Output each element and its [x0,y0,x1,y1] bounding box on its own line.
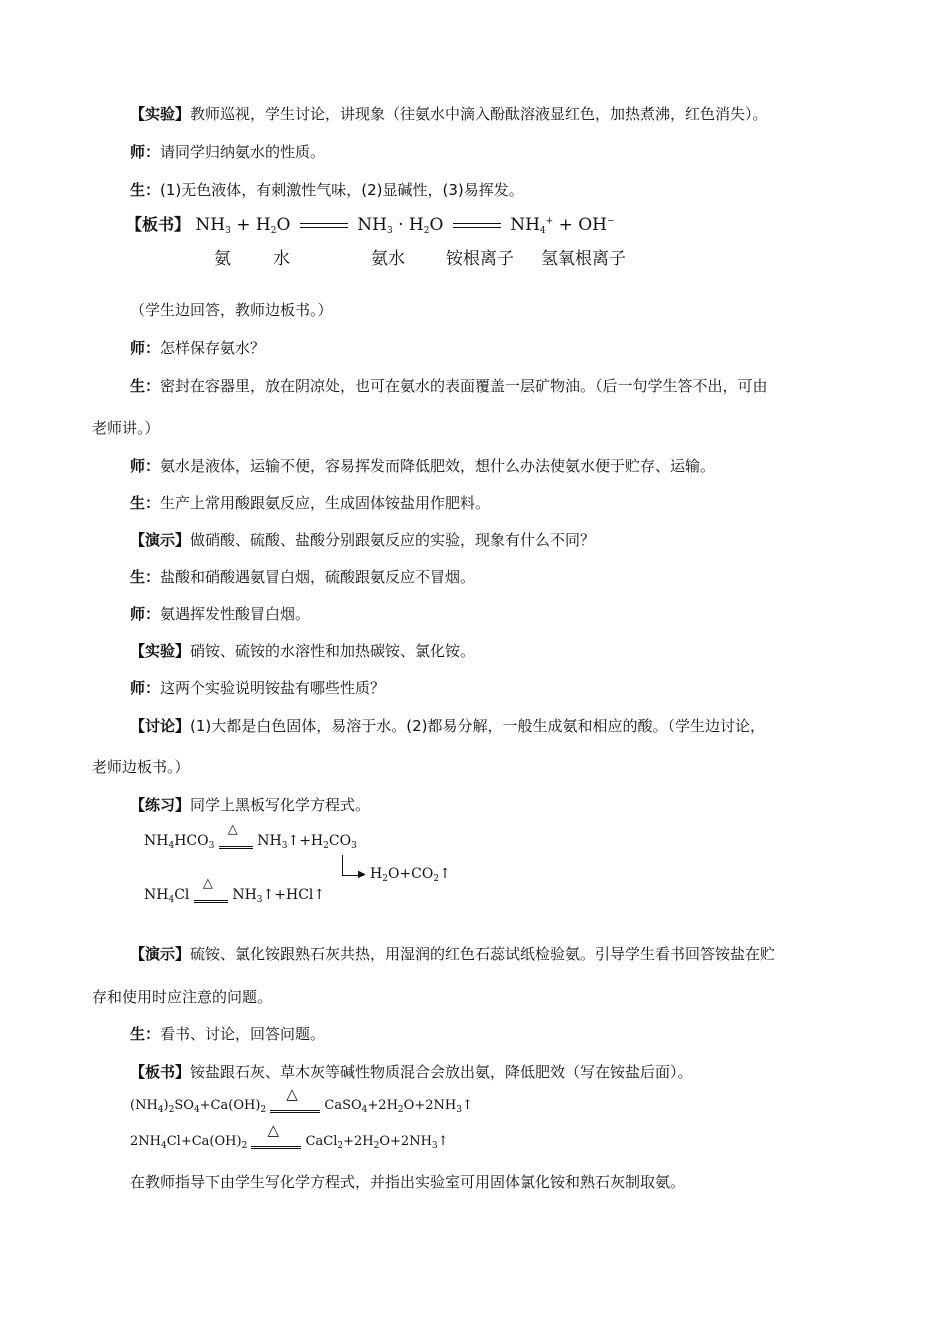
section-tag: 【讨论】 [130,717,191,735]
speaker-tag: 生： [130,377,161,395]
speaker-tag: 生： [130,181,161,199]
section-tag: 【演示】 [130,945,191,963]
heat-equal-sign [194,875,228,903]
heat-equal-sign [251,1121,301,1149]
superscript: + [545,216,554,227]
paragraph-text: （学生边回答，教师边板书。） [130,301,333,319]
discussion-line-cont [92,757,190,777]
label-ammonia: 氨 [214,249,231,269]
section-tag: 【演示】 [130,531,191,549]
formula-text: NH [257,833,282,849]
formula-h2o: H [408,215,424,235]
formula-1 [130,1085,473,1115]
student-line-3 [130,493,490,513]
demo-line-1 [130,530,595,550]
subscript: 3 [281,841,288,851]
paragraph-text: 教师巡视，学生讨论，讲现象（往氨水中滴入酚酞溶液显红色，加热煮沸，红色消失）。 [190,105,768,123]
formula-text: O+2NH [379,1134,432,1149]
paragraph-text: 存和使用时应注意的问题。 [92,988,273,1006]
board-equation [126,212,615,236]
up-arrow-icon: ↑ [262,887,275,903]
speaker-tag: 师： [130,339,161,357]
subscript: 2 [260,1105,267,1115]
teacher-line-4 [130,604,310,624]
teacher-line-3 [130,456,715,476]
formula-text: (NH [130,1098,158,1113]
student-line-2 [130,376,768,396]
arrow-right-icon: ▶ [358,869,366,880]
formula-o: O [276,215,291,235]
paragraph-text: 密封在容器里，放在阴凉处，也可在氨水的表面覆盖一层矿物油。（后一句学生答不出，可由 [160,377,768,395]
board-line-2 [130,1062,693,1082]
experiment-line-2 [130,641,475,661]
practice-line [130,795,370,815]
formula-text: NH [144,833,169,849]
section-tag: 【实验】 [130,105,191,123]
delta-icon: △ [202,875,213,891]
subscript: 4 [168,841,175,851]
subscript: 3 [386,226,393,236]
speaker-tag: 师： [130,457,161,475]
practice-equation-2 [144,875,326,905]
subscript: 4 [539,226,546,236]
formula-text: SO [174,1098,194,1113]
paragraph-text: 这两个实验说明铵盐有哪些性质？ [160,679,386,697]
up-arrow-icon: ↑ [439,866,451,882]
label-hydroxide-ion: 氢氧根离子 [541,249,626,269]
formula-text: O+2NH [403,1098,457,1113]
up-arrow-icon: ↑ [287,833,300,849]
paragraph-text: 盐酸和硝酸遇氨冒白烟，硫酸跟氨反应不冒烟。 [160,568,476,586]
paragraph-text: 看书、讨论，回答问题。 [160,1025,326,1043]
formula-text: ) [163,1098,169,1113]
formula-nh4: NH [510,215,540,235]
formula-text: H [370,866,383,882]
formula-nh3: NH [195,215,226,235]
paragraph-text: 硝铵、硫铵的水溶性和加热碳铵、氯化铵。 [190,642,476,660]
section-tag: 【板书】 [130,1063,191,1081]
formula-text: CaSO [324,1098,362,1113]
branch-line-vertical [342,855,343,875]
subscript: 2 [337,1141,344,1151]
formula-text: CaCl [305,1134,338,1149]
subscript: 3 [456,1105,462,1115]
paragraph-text: 请同学归纳氨水的性质。 [160,143,326,161]
subscript: 3 [208,841,215,851]
formula-text: NH [232,887,257,903]
paragraph-text: (1)大都是白色固体，易溶于水。(2)都易分解，一般生成氨和相应的酸。（学生边讨论， [190,717,766,735]
demo-line-2 [130,944,775,964]
paragraph-text: 怎样保存氨水？ [160,339,266,357]
speaker-tag: 师： [130,143,161,161]
demo-line-2-cont [92,987,272,1007]
board-tag: 【板书】 [126,215,191,234]
formula-text: +H [299,833,324,849]
speaker-tag: 生： [130,1025,161,1043]
practice-equation-1 [144,821,357,851]
subscript: 3 [351,841,357,851]
subscript: 2 [382,874,388,884]
delta-icon: △ [267,1121,279,1139]
formula-text: Cl+Ca(OH) [166,1134,242,1149]
student-line-4 [130,567,475,587]
note-line [130,300,333,320]
formula-h2o: H [255,215,271,235]
up-arrow-icon: ↑ [437,1134,449,1149]
paragraph-text: 氨水是液体，运输不便，容易挥发而降低肥效，想什么办法使氨水便于贮存、运输。 [160,457,716,475]
heat-equal-sign [219,821,253,849]
student-line-2-cont [92,418,160,438]
speaker-tag: 生： [130,494,161,512]
subscript: 4 [361,1105,368,1115]
paragraph-text: 铵盐跟石灰、草木灰等碱性物质混合会放出氨，降低肥效（写在铵盐后面）。 [190,1063,693,1081]
formula-2 [130,1121,449,1151]
teacher-line-1 [130,142,325,162]
heat-equal-sign [270,1085,320,1113]
experiment-line-1 [130,104,768,124]
equal-bar [300,223,348,228]
formula-oh: OH [578,215,608,235]
label-ammonia-water: 氨水 [371,249,405,269]
discussion-line [130,716,765,736]
paragraph-text: 同学上黑板写化学方程式。 [190,796,371,814]
label-ammonium-ion: 铵根离子 [446,249,514,269]
subscript: 2 [433,874,440,884]
paragraph-text: 老师讲。） [92,419,160,437]
formula-o: O [429,215,444,235]
subscript: 2 [423,226,430,236]
speaker-tag: 师： [130,605,161,623]
up-arrow-icon: ↑ [313,887,326,903]
subscript: 2 [270,226,277,236]
practice-equation-1-decomp [370,866,451,884]
student-line-5 [130,1024,325,1044]
up-arrow-icon: ↑ [461,1098,473,1113]
subscript: 3 [431,1141,438,1151]
formula-text: NH [144,887,169,903]
paragraph-text: 做硝酸、硫酸、盐酸分别跟氨反应的实验，现象有什么不同？ [190,531,596,549]
formula-text: O+CO [387,866,434,882]
paragraph-text: 生产上常用酸跟氨反应，生成固体铵盐用作肥料。 [160,494,491,512]
paragraph-text: 氨遇挥发性酸冒白烟。 [160,605,311,623]
subscript: 2 [323,841,329,851]
subscript: 2 [397,1105,404,1115]
paragraph-text: (1)无色液体，有刺激性气味，(2)显碱性，(3)易挥发。 [160,181,524,199]
teacher-line-5 [130,678,385,698]
formula-text: CO [328,833,352,849]
subscript: 2 [168,1105,175,1115]
paragraph-text: 老师边板书。） [92,758,190,776]
formula-text: 2NH [130,1134,161,1149]
subscript: 4 [168,895,175,905]
subscript: 4 [160,1141,167,1151]
label-water: 水 [273,249,290,269]
formula-nh3: NH [357,215,387,235]
dot-sign: · [398,215,404,235]
delta-icon: △ [227,821,238,837]
subscript: 2 [241,1141,248,1151]
plus-sign: + [558,215,573,235]
subscript: 2 [373,1141,380,1151]
speaker-tag: 师： [130,679,161,697]
paragraph-text: 在教师指导下由学生写化学方程式，并指出实验室可用固体氯化铵和熟石灰制取氨。 [130,1173,686,1191]
subscript: 3 [225,226,231,236]
section-tag: 【实验】 [130,642,191,660]
subscript: 3 [256,895,263,905]
subscript: 4 [157,1105,164,1115]
formula-text: +Ca(OH) [199,1098,261,1113]
equal-bar [453,223,501,228]
delta-icon: △ [286,1085,298,1103]
formula-text: Cl [174,887,190,903]
formula-text: HCO [174,833,209,849]
formula-text: +2H [367,1098,398,1113]
subscript: 4 [193,1105,200,1115]
teacher-line-2 [130,338,265,358]
section-tag: 【练习】 [130,796,191,814]
superscript: − [607,216,615,227]
student-line-1 [130,180,524,200]
formula-text: +2H [343,1134,374,1149]
plus-sign: + [236,215,251,235]
paragraph-text: 硫铵、氯化铵跟熟石灰共热，用湿润的红色石蕊试纸检验氨。引导学生看书回答铵盐在贮 [190,945,776,963]
final-line [130,1172,685,1192]
formula-text: +HCl [274,887,314,903]
speaker-tag: 生： [130,568,161,586]
